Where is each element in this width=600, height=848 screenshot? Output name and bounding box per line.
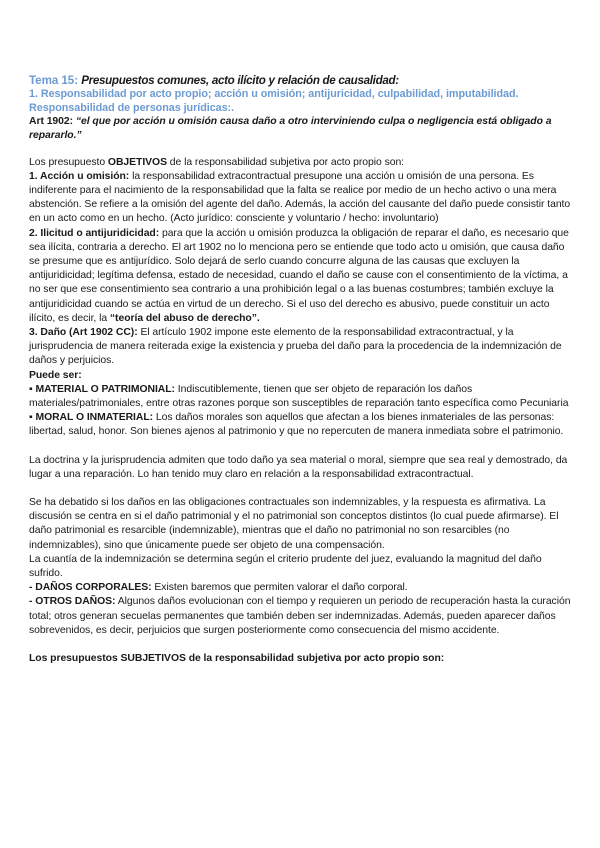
tema-label: Tema 15: (29, 74, 79, 87)
intro-after: de la responsabilidad subjetiva por acto propio son: (166, 156, 405, 168)
item-ilicitud-label: 2. Ilicitud o antijuridicidad: (29, 227, 160, 239)
item-accion-text: la responsabilidad extracontractual presupone una acción u omisión de una persona. Es indiferente para el nacimiento de la responsabilidad que la falta se realice por medio de un hecho activo o una mera abstención. Se refiere a la omisión del agente del daño. Además, la acción del causante del daño puede consistir tanto en un acto como en un hecho. (Acto jurídico: consciente y voluntario / hecho: involuntario) (29, 170, 571, 225)
puede-ser-heading: Puede ser: (29, 369, 82, 381)
subtitle-line-2: Responsabilidad de personas jurídicas:. (29, 101, 235, 114)
item-moral-label: ▪ MORAL O INMATERIAL: (29, 412, 154, 424)
item-ilicitud-text: para que la acción u omisión produzca la obligación de reparar el daño, es necesario que sea ilícita, contraria a derecho. El art 1902 no lo menciona pero se entiende que todo acto u omisión, que causa daño se presume que es antijurídico. Solo dejará de serlo cuando concurre alguna de las causas que excluyen la antijuridicidad; legítima defensa, estado de necesidad, cuando el daño se cause con el consentimiento de la víctima, a no ser que ese consentimiento sea contrario a una prohibición legal o a las buenas costumbres; también excluye la antijuridicidad cuando se actúa en virtud de un derecho. Si el uso del derecho es abusivo, puede constituir un acto ilícito, es decir, la (29, 227, 569, 324)
item-moral (29, 411, 577, 439)
title-text: Presupuestos comunes, acto ilícito y relación de causalidad: (81, 74, 399, 87)
item-ilicitud (29, 227, 577, 326)
bullet-corporales-text: Existen baremos que permiten valorar el daño corporal. (151, 582, 408, 594)
bullet-otros (29, 595, 577, 638)
item-material-label: ▪ MATERIAL O PATRIMONIAL: (29, 383, 175, 395)
article-text: “el que por acción u omisión causa daño a otro interviniendo culpa o negligencia está obligado a repararlo.” (29, 116, 552, 142)
article-quote (29, 115, 577, 143)
document-content (29, 73, 577, 666)
paragraph-doctrina: La doctrina y la jurisprudencia admiten que todo daño ya sea material o moral, siempre que sea real y demostrado, da lugar a una reparación. Lo han tenido muy claro en relación a la responsabilidad extracontractual. (29, 454, 568, 480)
item-dano-text: El artículo 1902 impone este elemento de la responsabilidad extracontractual, y la jurisprudencia de manera reiterada exige la existencia y prueba del daño para la procedencia de la indemnización de daños y perjuicios. (29, 327, 562, 367)
item-dano (29, 326, 577, 369)
paragraph-debatido: Se ha debatido si los daños en las obligaciones contractuales son indemnizables, y la respuesta es afirmativa. La discusión se centra en si el daño patrimonial y el no patrimonial son conceptos distintos (lo cual puede afirmarse). El daño patrimonial es resarcible (indemnizable), mientras que el daño no patrimonial no son resarcibles (no indemnizables), sino que únicamente puede ser objeto de una compensación. (29, 497, 559, 551)
bullet-corporales-label: - DAÑOS CORPORALES: (29, 582, 152, 594)
bullet-otros-label: - OTROS DAÑOS: (29, 596, 116, 608)
item-ilicitud-bold-end: “teoría del abuso de derecho”. (109, 312, 260, 324)
item-accion-label: 1. Acción u omisión: (29, 170, 130, 182)
article-label: Art 1902: (29, 116, 74, 128)
paragraph-cuantia: La cuantía de la indemnización se determina según el criterio prudente del juez, evaluando la magnitud del daño sufrido. (29, 553, 542, 580)
closing-heading: Los presupuestos SUBJETIVOS de la responsabilidad subjetiva por acto propio son: (29, 653, 445, 665)
section-subtitle (29, 88, 577, 115)
item-material-text: Indiscutiblemente, tienen que ser objeto de reparación los daños materiales/patrimoniales, entre otras razones porque son susceptibles de reparación tanto específica como Pecuniaria (29, 383, 569, 410)
subtitle-line-1: 1. Responsabilidad por acto propio; acción u omisión; antijuricidad, culpabilidad, imputabilidad. (29, 88, 519, 100)
document-title (29, 73, 577, 88)
item-dano-label: 3. Daño (Art 1902 CC): (29, 327, 138, 339)
intro-objetivos (29, 156, 577, 170)
item-accion (29, 170, 577, 227)
intro-bold: OBJETIVOS (107, 156, 167, 168)
intro-before: Los presupuesto (29, 156, 108, 168)
item-moral-text: Los daños morales son aquellos que afectan a los bienes inmateriales de las personas: libertad, salud, honor. Son bienes ajenos al patrimonio y que no repercuten de manera inmediata sobre el patrimonio. (29, 412, 564, 438)
item-material (29, 383, 577, 411)
bullet-corporales (29, 581, 577, 595)
bullet-otros-text: Algunos daños evolucionan con el tiempo y requieren un periodo de recuperación hasta la curación total; otros generan secuelas permanentes que también deben ser indemnizadas. Además, pueden aparecer daños sobrevenidos, es decir, perjuicios que surgen posteriormente como consecuencia del mismo accidente. (29, 596, 571, 636)
